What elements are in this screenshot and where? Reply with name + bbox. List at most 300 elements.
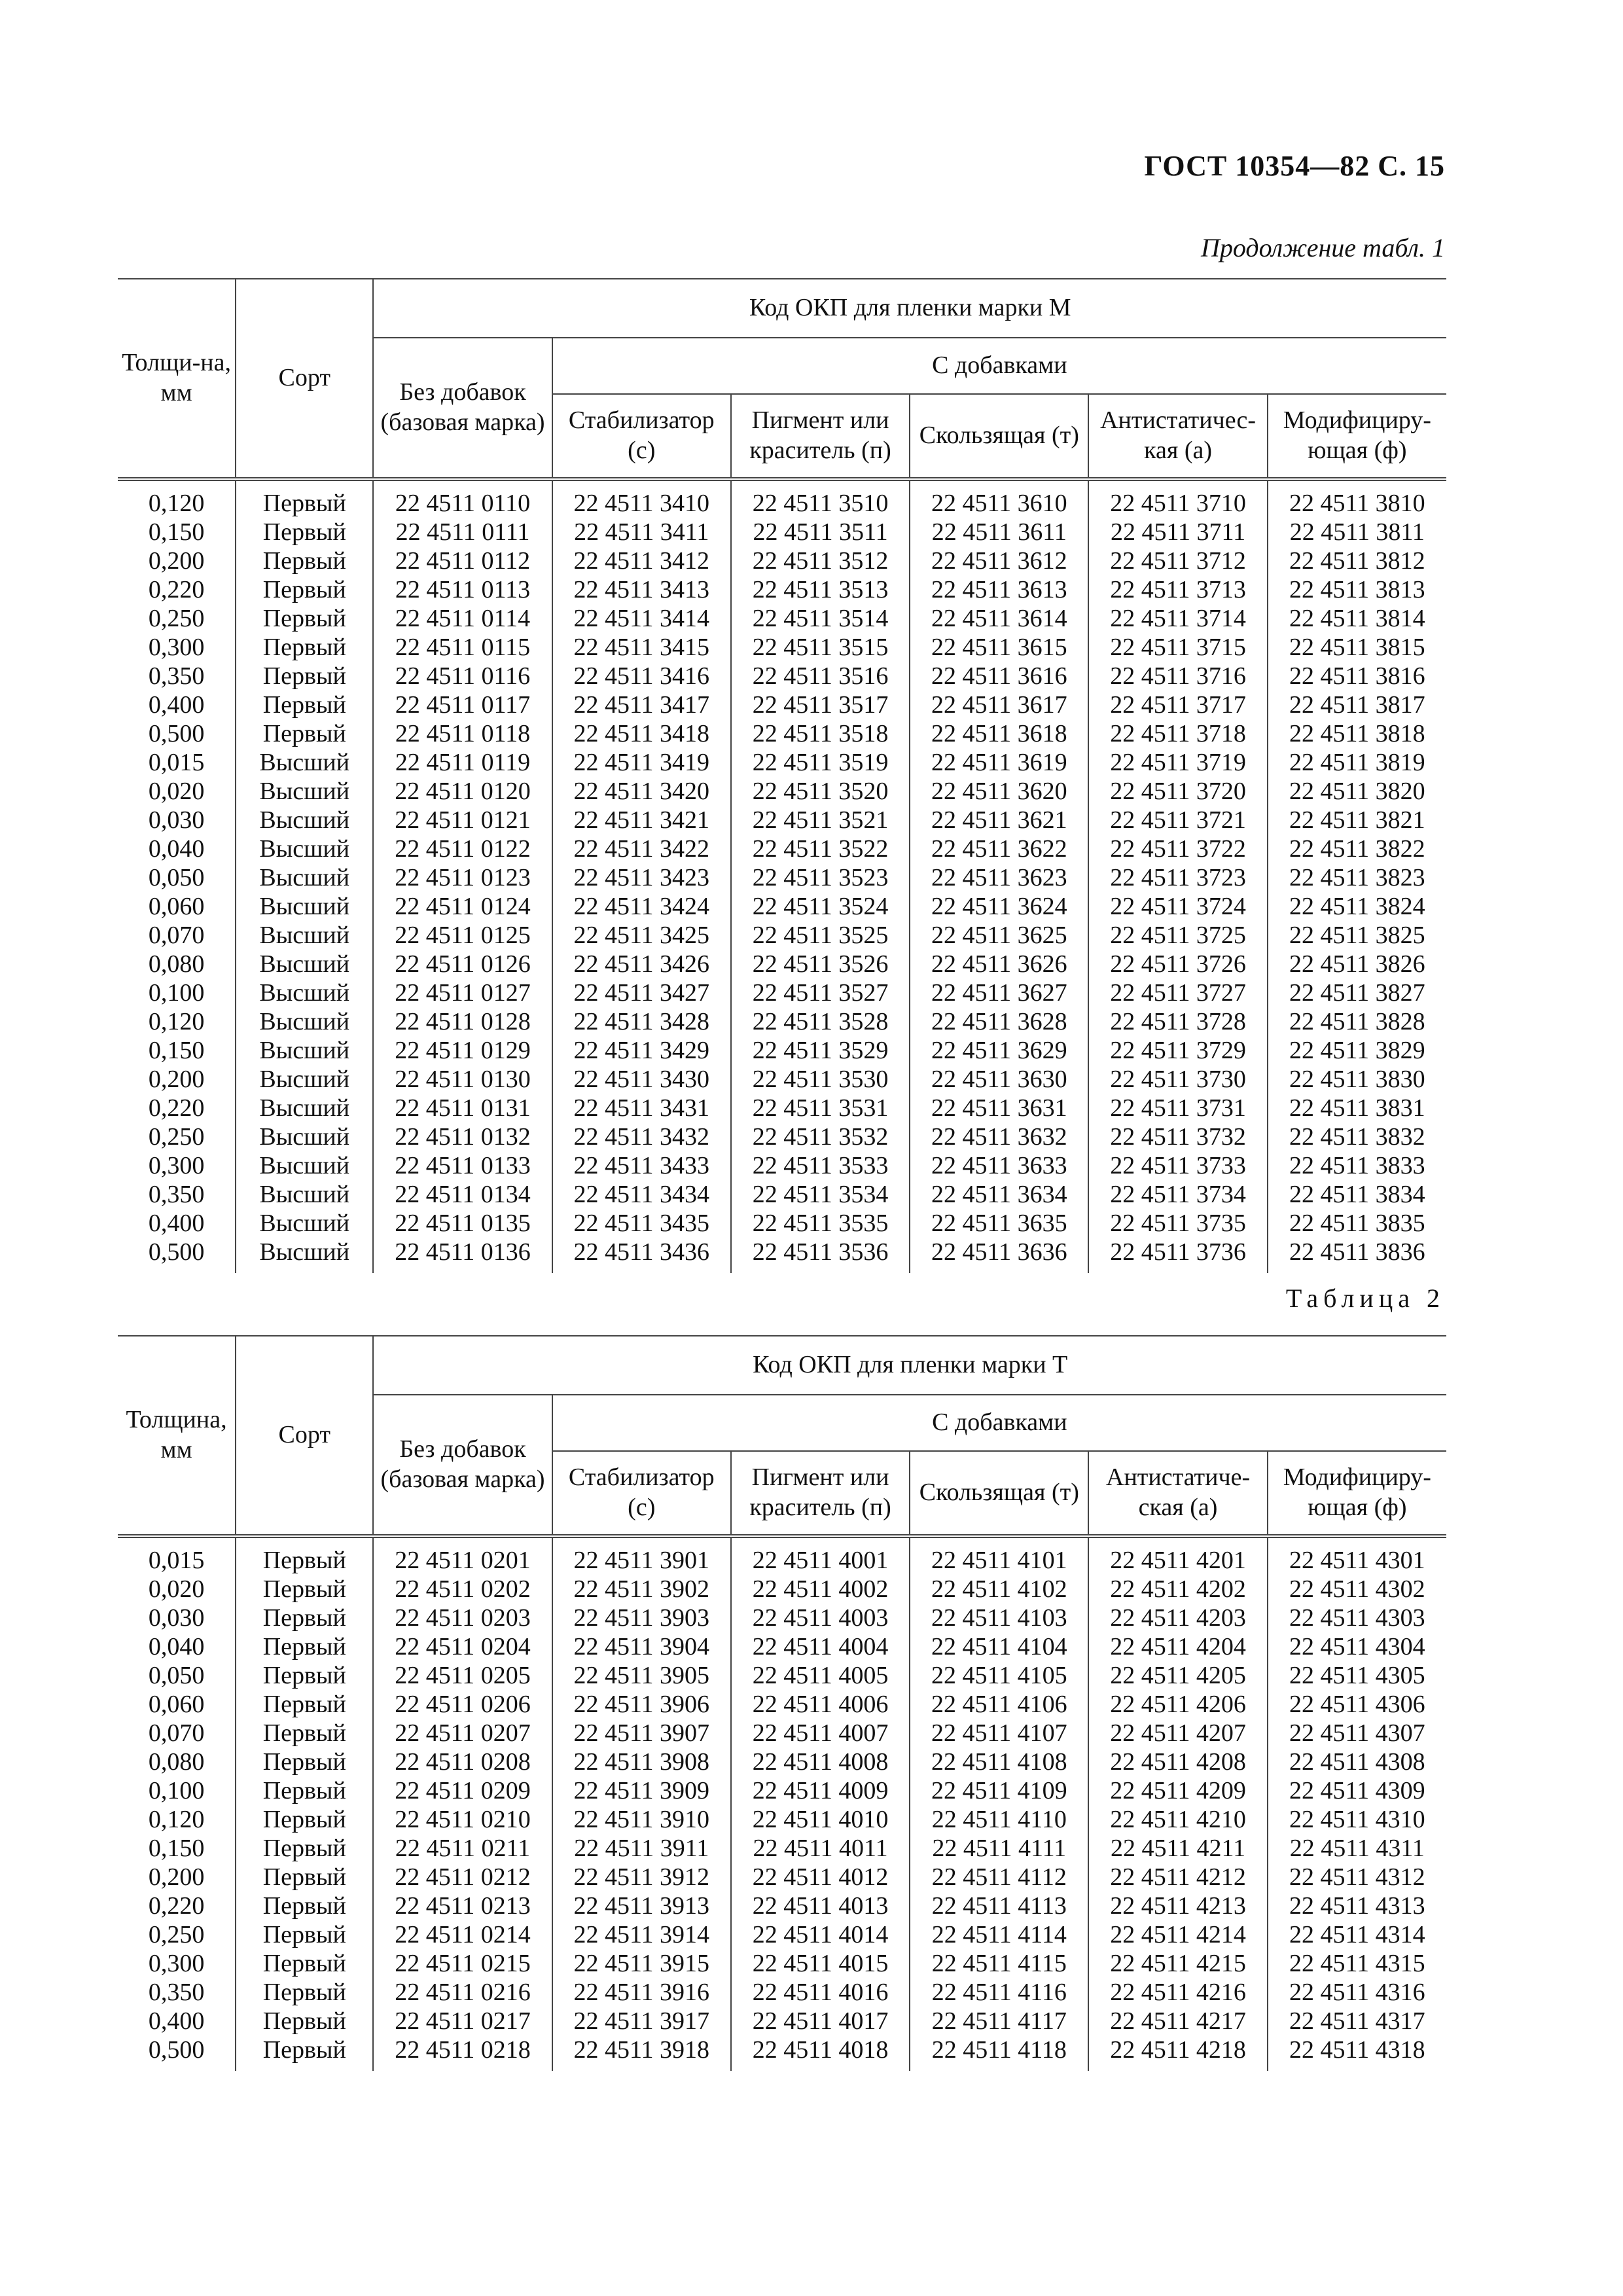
table2-body xyxy=(118,1536,1446,2071)
modifier-code-cell: 22 4511 4315 xyxy=(1268,1949,1446,1978)
sort-cell: Первый xyxy=(236,2007,373,2036)
slip-code-cell: 22 4511 3618 xyxy=(910,719,1088,748)
slip-code-cell: 22 4511 4116 xyxy=(910,1978,1088,2007)
slip-code-cell: 22 4511 3633 xyxy=(910,1151,1088,1180)
sort-cell: Первый xyxy=(236,604,373,633)
pigment-code-cell: 22 4511 4008 xyxy=(731,1748,910,1776)
pigment-code-cell: 22 4511 4003 xyxy=(731,1604,910,1632)
modifier-code-cell: 22 4511 4306 xyxy=(1268,1690,1446,1719)
stabilizer-code-cell: 22 4511 3902 xyxy=(552,1575,731,1604)
stabilizer-code-cell: 22 4511 3433 xyxy=(552,1151,731,1180)
table-row xyxy=(118,1719,1446,1748)
base-code-cell: 22 4511 0203 xyxy=(373,1604,552,1632)
table-row xyxy=(118,1575,1446,1604)
antistatic-code-cell: 22 4511 4214 xyxy=(1088,1920,1267,1949)
slip-code-cell: 22 4511 4112 xyxy=(910,1863,1088,1892)
stabilizer-code-cell: 22 4511 3913 xyxy=(552,1892,731,1920)
table-row xyxy=(118,1209,1446,1238)
modifier-code-cell: 22 4511 3832 xyxy=(1268,1122,1446,1151)
sort-cell: Первый xyxy=(236,1949,373,1978)
base-code-cell: 22 4511 0119 xyxy=(373,748,552,777)
table-row xyxy=(118,1949,1446,1978)
modifier-code-cell: 22 4511 4305 xyxy=(1268,1661,1446,1690)
stabilizer-code-cell: 22 4511 3912 xyxy=(552,1863,731,1892)
thickness-header: Толщи-на, мм xyxy=(118,279,236,479)
modifier-code-cell: 22 4511 3827 xyxy=(1268,978,1446,1007)
antistatic-code-cell: 22 4511 4203 xyxy=(1088,1604,1267,1632)
modifier-code-cell: 22 4511 3820 xyxy=(1268,777,1446,806)
modifier-code-cell: 22 4511 4301 xyxy=(1268,1536,1446,1575)
base-code-cell: 22 4511 0214 xyxy=(373,1920,552,1949)
thickness-cell: 0,200 xyxy=(148,547,205,575)
antistatic-code-cell: 22 4511 3724 xyxy=(1088,892,1267,921)
modifier-code-cell: 22 4511 4314 xyxy=(1268,1920,1446,1949)
slip-code-cell: 22 4511 3628 xyxy=(910,1007,1088,1036)
thickness-cell: 0,350 xyxy=(148,1979,205,2006)
antistatic-code-cell: 22 4511 4209 xyxy=(1088,1776,1267,1805)
pigment-code-cell: 22 4511 4018 xyxy=(731,2036,910,2071)
pigment-code-cell: 22 4511 4015 xyxy=(731,1949,910,1978)
additives-header: С добавками xyxy=(552,1395,1446,1451)
slip-code-cell: 22 4511 4118 xyxy=(910,2036,1088,2071)
additive-header: Антистатиче-ская (а) xyxy=(1088,1451,1267,1536)
modifier-code-cell: 22 4511 3815 xyxy=(1268,633,1446,662)
pigment-code-cell: 22 4511 4010 xyxy=(731,1805,910,1834)
antistatic-code-cell: 22 4511 3710 xyxy=(1088,479,1267,518)
thickness-cell: 0,030 xyxy=(148,806,205,834)
pigment-code-cell: 22 4511 3512 xyxy=(731,547,910,575)
stabilizer-code-cell: 22 4511 3419 xyxy=(552,748,731,777)
base-code-cell: 22 4511 0114 xyxy=(373,604,552,633)
modifier-code-cell: 22 4511 3812 xyxy=(1268,547,1446,575)
base-code-cell: 22 4511 0215 xyxy=(373,1949,552,1978)
thickness-cell: 0,080 xyxy=(148,1748,205,1776)
sort-cell: Высший xyxy=(236,1209,373,1238)
stabilizer-code-cell: 22 4511 3418 xyxy=(552,719,731,748)
base-code-cell: 22 4511 0217 xyxy=(373,2007,552,2036)
thickness-cell: 0,070 xyxy=(148,1719,205,1747)
modifier-code-cell: 22 4511 4316 xyxy=(1268,1978,1446,2007)
sort-cell: Высший xyxy=(236,777,373,806)
thickness-cell: 0,250 xyxy=(148,1123,205,1151)
thickness-cell: 0,050 xyxy=(148,864,205,891)
stabilizer-code-cell: 22 4511 3426 xyxy=(552,950,731,978)
stabilizer-code-cell: 22 4511 3904 xyxy=(552,1632,731,1661)
stabilizer-code-cell: 22 4511 3911 xyxy=(552,1834,731,1863)
table-row xyxy=(118,1690,1446,1719)
base-code-cell: 22 4511 0210 xyxy=(373,1805,552,1834)
base-code-cell: 22 4511 0136 xyxy=(373,1238,552,1273)
slip-code-cell: 22 4511 4105 xyxy=(910,1661,1088,1690)
sort-cell: Первый xyxy=(236,518,373,547)
stabilizer-code-cell: 22 4511 3413 xyxy=(552,575,731,604)
stabilizer-code-cell: 22 4511 3906 xyxy=(552,1690,731,1719)
modifier-code-cell: 22 4511 3810 xyxy=(1268,479,1446,518)
table-row xyxy=(118,1065,1446,1094)
antistatic-code-cell: 22 4511 4215 xyxy=(1088,1949,1267,1978)
sort-cell: Первый xyxy=(236,691,373,719)
pigment-code-cell: 22 4511 4016 xyxy=(731,1978,910,2007)
antistatic-code-cell: 22 4511 3728 xyxy=(1088,1007,1267,1036)
base-code-cell: 22 4511 0111 xyxy=(373,518,552,547)
stabilizer-code-cell: 22 4511 3435 xyxy=(552,1209,731,1238)
pigment-code-cell: 22 4511 3529 xyxy=(731,1036,910,1065)
pigment-code-cell: 22 4511 3511 xyxy=(731,518,910,547)
base-code-cell: 22 4511 0204 xyxy=(373,1632,552,1661)
thickness-cell: 0,070 xyxy=(148,922,205,949)
table-row xyxy=(118,575,1446,604)
table-row xyxy=(118,1661,1446,1690)
sort-cell: Первый xyxy=(236,1805,373,1834)
sort-cell: Высший xyxy=(236,892,373,921)
antistatic-code-cell: 22 4511 3729 xyxy=(1088,1036,1267,1065)
modifier-code-cell: 22 4511 3814 xyxy=(1268,604,1446,633)
slip-code-cell: 22 4511 4104 xyxy=(910,1632,1088,1661)
antistatic-code-cell: 22 4511 3720 xyxy=(1088,777,1267,806)
slip-code-cell: 22 4511 3625 xyxy=(910,921,1088,950)
okp-table-grade-m xyxy=(118,278,1446,1273)
base-code-cell: 22 4511 0218 xyxy=(373,2036,552,2071)
stabilizer-code-cell: 22 4511 3918 xyxy=(552,2036,731,2071)
thickness-cell: 0,200 xyxy=(148,1066,205,1093)
slip-code-cell: 22 4511 3611 xyxy=(910,518,1088,547)
pigment-code-cell: 22 4511 4004 xyxy=(731,1632,910,1661)
sort-cell: Высший xyxy=(236,1122,373,1151)
stabilizer-code-cell: 22 4511 3909 xyxy=(552,1776,731,1805)
antistatic-code-cell: 22 4511 4201 xyxy=(1088,1536,1267,1575)
base-code-cell: 22 4511 0128 xyxy=(373,1007,552,1036)
base-code-cell: 22 4511 0118 xyxy=(373,719,552,748)
slip-code-cell: 22 4511 4115 xyxy=(910,1949,1088,1978)
table-row xyxy=(118,863,1446,892)
modifier-code-cell: 22 4511 4304 xyxy=(1268,1632,1446,1661)
antistatic-code-cell: 22 4511 3713 xyxy=(1088,575,1267,604)
slip-code-cell: 22 4511 3613 xyxy=(910,575,1088,604)
sort-cell: Первый xyxy=(236,633,373,662)
base-code-cell: 22 4511 0117 xyxy=(373,691,552,719)
slip-code-cell: 22 4511 3616 xyxy=(910,662,1088,691)
sort-cell: Первый xyxy=(236,1661,373,1690)
sort-cell: Первый xyxy=(236,1575,373,1604)
table-row xyxy=(118,1978,1446,2007)
table-row xyxy=(118,1776,1446,1805)
table-row xyxy=(118,1604,1446,1632)
table-row xyxy=(118,1863,1446,1892)
thickness-cell: 0,080 xyxy=(148,950,205,978)
sort-cell: Первый xyxy=(236,1719,373,1748)
sort-cell: Высший xyxy=(236,863,373,892)
pigment-code-cell: 22 4511 3533 xyxy=(731,1151,910,1180)
thickness-cell: 0,500 xyxy=(148,1238,205,1266)
table1-body xyxy=(118,479,1446,1273)
antistatic-code-cell: 22 4511 3718 xyxy=(1088,719,1267,748)
table-row xyxy=(118,547,1446,575)
thickness-cell: 0,120 xyxy=(148,490,205,517)
slip-code-cell: 22 4511 4114 xyxy=(910,1920,1088,1949)
modifier-code-cell: 22 4511 3830 xyxy=(1268,1065,1446,1094)
pigment-code-cell: 22 4511 3516 xyxy=(731,662,910,691)
pigment-code-cell: 22 4511 3517 xyxy=(731,691,910,719)
antistatic-code-cell: 22 4511 3715 xyxy=(1088,633,1267,662)
modifier-code-cell: 22 4511 4313 xyxy=(1268,1892,1446,1920)
thickness-cell: 0,120 xyxy=(148,1806,205,1833)
antistatic-code-cell: 22 4511 4212 xyxy=(1088,1863,1267,1892)
thickness-cell: 0,400 xyxy=(148,691,205,719)
slip-code-cell: 22 4511 3612 xyxy=(910,547,1088,575)
pigment-code-cell: 22 4511 3519 xyxy=(731,748,910,777)
base-code-cell: 22 4511 0132 xyxy=(373,1122,552,1151)
table-row xyxy=(118,921,1446,950)
modifier-code-cell: 22 4511 3819 xyxy=(1268,748,1446,777)
thickness-cell: 0,150 xyxy=(148,1037,205,1064)
pigment-code-cell: 22 4511 4001 xyxy=(731,1536,910,1575)
antistatic-code-cell: 22 4511 4217 xyxy=(1088,2007,1267,2036)
base-code-cell: 22 4511 0123 xyxy=(373,863,552,892)
additive-header: Скользящая (т) xyxy=(910,394,1088,479)
base-code-cell: 22 4511 0212 xyxy=(373,1863,552,1892)
base-code-cell: 22 4511 0202 xyxy=(373,1575,552,1604)
base-code-cell: 22 4511 0115 xyxy=(373,633,552,662)
slip-code-cell: 22 4511 3630 xyxy=(910,1065,1088,1094)
antistatic-code-cell: 22 4511 4206 xyxy=(1088,1690,1267,1719)
additive-header: Антистатичес-кая (а) xyxy=(1088,394,1267,479)
continuation-label: Продолжение табл. 1 xyxy=(1200,233,1445,262)
thickness-cell: 0,400 xyxy=(148,2007,205,2035)
thickness-cell: 0,150 xyxy=(148,1835,205,1862)
sort-cell: Высший xyxy=(236,921,373,950)
additive-header: Пигмент или краситель (п) xyxy=(731,1451,910,1536)
antistatic-code-cell: 22 4511 3719 xyxy=(1088,748,1267,777)
additive-header: Стабилизатор (с) xyxy=(552,1451,731,1536)
sort-cell: Высший xyxy=(236,1238,373,1273)
stabilizer-code-cell: 22 4511 3908 xyxy=(552,1748,731,1776)
stabilizer-code-cell: 22 4511 3436 xyxy=(552,1238,731,1273)
base-code-cell: 22 4511 0135 xyxy=(373,1209,552,1238)
stabilizer-code-cell: 22 4511 3414 xyxy=(552,604,731,633)
pigment-code-cell: 22 4511 4017 xyxy=(731,2007,910,2036)
slip-code-cell: 22 4511 4103 xyxy=(910,1604,1088,1632)
slip-code-cell: 22 4511 3636 xyxy=(910,1238,1088,1273)
sort-cell: Высший xyxy=(236,1094,373,1122)
table-row xyxy=(118,518,1446,547)
base-code-cell: 22 4511 0110 xyxy=(373,479,552,518)
modifier-code-cell: 22 4511 4303 xyxy=(1268,1604,1446,1632)
additives-header: С добавками xyxy=(552,338,1446,394)
antistatic-code-cell: 22 4511 4205 xyxy=(1088,1661,1267,1690)
thickness-cell: 0,500 xyxy=(148,720,205,747)
antistatic-code-cell: 22 4511 3722 xyxy=(1088,834,1267,863)
slip-code-cell: 22 4511 3629 xyxy=(910,1036,1088,1065)
base-code-cell: 22 4511 0211 xyxy=(373,1834,552,1863)
antistatic-code-cell: 22 4511 3736 xyxy=(1088,1238,1267,1273)
thickness-cell: 0,220 xyxy=(148,576,205,603)
table-row xyxy=(118,777,1446,806)
base-code-cell: 22 4511 0131 xyxy=(373,1094,552,1122)
pigment-code-cell: 22 4511 3522 xyxy=(731,834,910,863)
antistatic-code-cell: 22 4511 3717 xyxy=(1088,691,1267,719)
antistatic-code-cell: 22 4511 3712 xyxy=(1088,547,1267,575)
base-code-cell: 22 4511 0113 xyxy=(373,575,552,604)
pigment-code-cell: 22 4511 3525 xyxy=(731,921,910,950)
slip-code-cell: 22 4511 3632 xyxy=(910,1122,1088,1151)
table-row xyxy=(118,892,1446,921)
sort-cell: Первый xyxy=(236,1920,373,1949)
modifier-code-cell: 22 4511 3826 xyxy=(1268,950,1446,978)
stabilizer-code-cell: 22 4511 3917 xyxy=(552,2007,731,2036)
modifier-code-cell: 22 4511 3828 xyxy=(1268,1007,1446,1036)
modifier-code-cell: 22 4511 4309 xyxy=(1268,1776,1446,1805)
stabilizer-code-cell: 22 4511 3905 xyxy=(552,1661,731,1690)
base-code-cell: 22 4511 0134 xyxy=(373,1180,552,1209)
modifier-code-cell: 22 4511 3833 xyxy=(1268,1151,1446,1180)
thickness-cell: 0,250 xyxy=(148,1921,205,1948)
stabilizer-code-cell: 22 4511 3416 xyxy=(552,662,731,691)
thickness-cell: 0,200 xyxy=(148,1863,205,1891)
antistatic-code-cell: 22 4511 4202 xyxy=(1088,1575,1267,1604)
table-label: Таблица 2 xyxy=(1285,1283,1445,1313)
pigment-code-cell: 22 4511 3515 xyxy=(731,633,910,662)
table-row xyxy=(118,1094,1446,1122)
modifier-code-cell: 22 4511 3823 xyxy=(1268,863,1446,892)
slip-code-cell: 22 4511 3627 xyxy=(910,978,1088,1007)
pigment-code-cell: 22 4511 4006 xyxy=(731,1690,910,1719)
additive-header: Модифициру-ющая (ф) xyxy=(1268,394,1446,479)
modifier-code-cell: 22 4511 3825 xyxy=(1268,921,1446,950)
base-code-cell: 22 4511 0129 xyxy=(373,1036,552,1065)
thickness-cell: 0,350 xyxy=(148,1181,205,1208)
table-row xyxy=(118,978,1446,1007)
antistatic-code-cell: 22 4511 3733 xyxy=(1088,1151,1267,1180)
stabilizer-code-cell: 22 4511 3424 xyxy=(552,892,731,921)
base-code-cell: 22 4511 0126 xyxy=(373,950,552,978)
table-row xyxy=(118,1151,1446,1180)
table-row xyxy=(118,1536,1446,1575)
table-row xyxy=(118,604,1446,633)
modifier-code-cell: 22 4511 3829 xyxy=(1268,1036,1446,1065)
pigment-code-cell: 22 4511 4011 xyxy=(731,1834,910,1863)
sort-cell: Высший xyxy=(236,1036,373,1065)
slip-code-cell: 22 4511 4111 xyxy=(910,1834,1088,1863)
slip-code-cell: 22 4511 3635 xyxy=(910,1209,1088,1238)
table-row xyxy=(118,1748,1446,1776)
modifier-code-cell: 22 4511 4310 xyxy=(1268,1805,1446,1834)
stabilizer-code-cell: 22 4511 3901 xyxy=(552,1536,731,1575)
pigment-code-cell: 22 4511 3536 xyxy=(731,1238,910,1273)
thickness-cell: 0,030 xyxy=(148,1604,205,1632)
thickness-cell: 0,060 xyxy=(148,893,205,920)
modifier-code-cell: 22 4511 3811 xyxy=(1268,518,1446,547)
table-row xyxy=(118,1036,1446,1065)
pigment-code-cell: 22 4511 3524 xyxy=(731,892,910,921)
thickness-cell: 0,100 xyxy=(148,979,205,1007)
slip-code-cell: 22 4511 3623 xyxy=(910,863,1088,892)
sort-cell: Высший xyxy=(236,1007,373,1036)
modifier-code-cell: 22 4511 3817 xyxy=(1268,691,1446,719)
sort-cell: Первый xyxy=(236,1748,373,1776)
pigment-code-cell: 22 4511 3513 xyxy=(731,575,910,604)
pigment-code-cell: 22 4511 4012 xyxy=(731,1863,910,1892)
base-code-cell: 22 4511 0122 xyxy=(373,834,552,863)
modifier-code-cell: 22 4511 3831 xyxy=(1268,1094,1446,1122)
base-code-cell: 22 4511 0124 xyxy=(373,892,552,921)
table-row xyxy=(118,834,1446,863)
pigment-code-cell: 22 4511 3523 xyxy=(731,863,910,892)
page-header: ГОСТ 10354—82 С. 15 xyxy=(1144,150,1445,182)
pigment-code-cell: 22 4511 3532 xyxy=(731,1122,910,1151)
modifier-code-cell: 22 4511 3836 xyxy=(1268,1238,1446,1273)
pigment-code-cell: 22 4511 3535 xyxy=(731,1209,910,1238)
slip-code-cell: 22 4511 4117 xyxy=(910,2007,1088,2036)
slip-code-cell: 22 4511 3624 xyxy=(910,892,1088,921)
table-row xyxy=(118,479,1446,518)
stabilizer-code-cell: 22 4511 3420 xyxy=(552,777,731,806)
stabilizer-code-cell: 22 4511 3430 xyxy=(552,1065,731,1094)
table-row xyxy=(118,2007,1446,2036)
base-header: Без добавок (базовая марка) xyxy=(373,1395,552,1536)
thickness-cell: 0,100 xyxy=(148,1777,205,1804)
modifier-code-cell: 22 4511 4317 xyxy=(1268,2007,1446,2036)
stabilizer-code-cell: 22 4511 3914 xyxy=(552,1920,731,1949)
slip-code-cell: 22 4511 3619 xyxy=(910,748,1088,777)
base-code-cell: 22 4511 0201 xyxy=(373,1536,552,1575)
sort-cell: Первый xyxy=(236,575,373,604)
stabilizer-code-cell: 22 4511 3910 xyxy=(552,1805,731,1834)
slip-code-cell: 22 4511 3615 xyxy=(910,633,1088,662)
pigment-code-cell: 22 4511 3531 xyxy=(731,1094,910,1122)
modifier-code-cell: 22 4511 3821 xyxy=(1268,806,1446,834)
stabilizer-code-cell: 22 4511 3915 xyxy=(552,1949,731,1978)
pigment-code-cell: 22 4511 4009 xyxy=(731,1776,910,1805)
antistatic-code-cell: 22 4511 4216 xyxy=(1088,1978,1267,2007)
modifier-code-cell: 22 4511 3824 xyxy=(1268,892,1446,921)
thickness-cell: 0,015 xyxy=(148,1547,205,1574)
antistatic-code-cell: 22 4511 4208 xyxy=(1088,1748,1267,1776)
table-row xyxy=(118,691,1446,719)
antistatic-code-cell: 22 4511 3723 xyxy=(1088,863,1267,892)
modifier-code-cell: 22 4511 3813 xyxy=(1268,575,1446,604)
antistatic-code-cell: 22 4511 3727 xyxy=(1088,978,1267,1007)
slip-code-cell: 22 4511 4109 xyxy=(910,1776,1088,1805)
modifier-code-cell: 22 4511 4318 xyxy=(1268,2036,1446,2071)
slip-code-cell: 22 4511 4101 xyxy=(910,1536,1088,1575)
table-row xyxy=(118,1238,1446,1273)
pigment-code-cell: 22 4511 3528 xyxy=(731,1007,910,1036)
thickness-cell: 0,040 xyxy=(148,835,205,863)
antistatic-code-cell: 22 4511 4204 xyxy=(1088,1632,1267,1661)
sort-cell: Высший xyxy=(236,748,373,777)
sort-cell: Первый xyxy=(236,1632,373,1661)
base-code-cell: 22 4511 0121 xyxy=(373,806,552,834)
thickness-cell: 0,250 xyxy=(148,605,205,632)
sort-cell: Первый xyxy=(236,1536,373,1575)
pigment-code-cell: 22 4511 4005 xyxy=(731,1661,910,1690)
modifier-code-cell: 22 4511 3835 xyxy=(1268,1209,1446,1238)
thickness-cell: 0,500 xyxy=(148,2036,205,2064)
modifier-code-cell: 22 4511 3834 xyxy=(1268,1180,1446,1209)
stabilizer-code-cell: 22 4511 3434 xyxy=(552,1180,731,1209)
antistatic-code-cell: 22 4511 3735 xyxy=(1088,1209,1267,1238)
table-row xyxy=(118,1834,1446,1863)
base-header: Без добавок (базовая марка) xyxy=(373,338,552,479)
antistatic-code-cell: 22 4511 4218 xyxy=(1088,2036,1267,2071)
slip-code-cell: 22 4511 4102 xyxy=(910,1575,1088,1604)
sort-cell: Первый xyxy=(236,1834,373,1863)
thickness-cell: 0,040 xyxy=(148,1633,205,1660)
pigment-code-cell: 22 4511 4013 xyxy=(731,1892,910,1920)
sort-cell: Первый xyxy=(236,1690,373,1719)
antistatic-code-cell: 22 4511 3732 xyxy=(1088,1122,1267,1151)
table-row xyxy=(118,719,1446,748)
